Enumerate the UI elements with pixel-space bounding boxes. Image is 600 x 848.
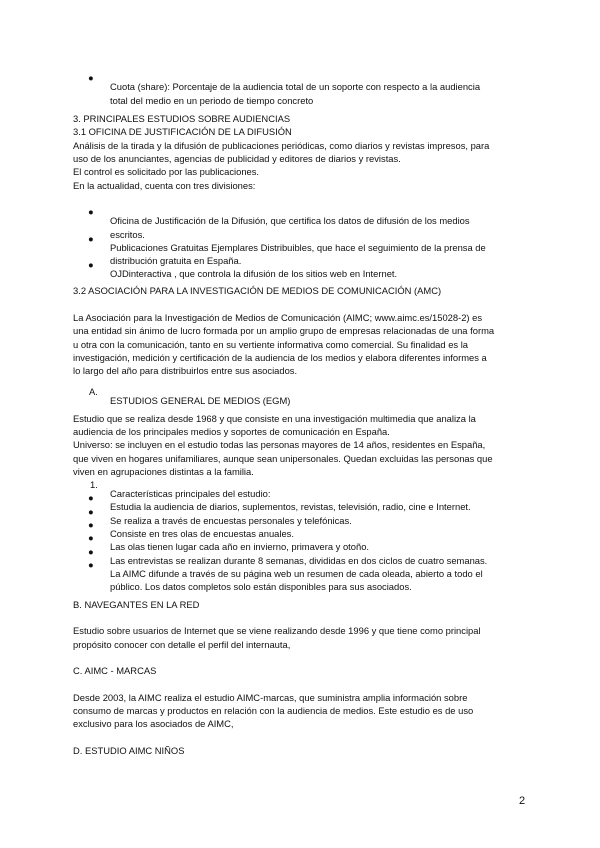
- subsection-heading: D. ESTUDIO AIMC NIÑOS: [73, 745, 185, 756]
- bullet-marker: ●: [88, 72, 94, 83]
- numbered-item: Características principales del estudio:: [110, 488, 271, 500]
- bullet-marker: ●: [88, 546, 94, 557]
- bullet-line: OJDinteractiva , que controla la difusión de los sitios web en Internet.: [110, 268, 398, 280]
- paragraph-line: Estudio que se realiza desde 1968 y que consiste en una investigación multimedia que analiza la: [73, 413, 476, 424]
- paragraph-line: una entidad sin ánimo de lucro formada por un amplio grupo de empresas relacionadas de una forma: [73, 325, 495, 336]
- paragraph-line: u otra con la comunicación, tanto en su vertiente informativa como comercial. Su finalidad es la: [73, 339, 468, 350]
- paragraph-line: exclusivo para los asociados de AIMC,: [73, 718, 234, 729]
- bullet-marker: ●: [88, 532, 94, 543]
- bullet-marker: ●: [88, 259, 94, 270]
- paragraph-line: viven en agrupaciones distintas a la familia.: [73, 466, 254, 477]
- bullet-marker: ●: [88, 506, 94, 517]
- subsection-heading: C. AIMC - MARCAS: [73, 665, 157, 676]
- paragraph-line: propósito conocer con detalle el perfil del internauta,: [73, 639, 291, 650]
- list-letter: A.: [89, 386, 98, 397]
- bullet-line: público. Los datos completos solo están disponibles para sus asociados.: [110, 581, 412, 593]
- bullet-line: Las entrevistas se realizan durante 8 semanas, divididas en dos ciclos de cuatro semanas.: [110, 555, 488, 567]
- bullet-marker: ●: [88, 559, 94, 570]
- bullet-line: Se realiza a través de encuestas personales y telefónicas.: [110, 515, 352, 527]
- subsection-heading: B. NAVEGANTES EN LA RED: [73, 599, 200, 610]
- bullet-line: Cuota (share): Porcentaje de la audiencia total de un soporte con respecto a la audiencia: [110, 81, 481, 93]
- paragraph-line: Estudio sobre usuarios de Internet que se viene realizando desde 1996 y que tiene como principal: [73, 625, 481, 636]
- paragraph-line: La Asociación para la Investigación de Medios de Comunicación (AIMC; www.aimc.es/15028-2) es: [73, 312, 483, 323]
- paragraph-line: El control es solicitado por las publicaciones.: [73, 166, 260, 177]
- bullet-line: La AIMC difunde a través de su página web un resumen de cada oleada, abierto a todo el: [110, 568, 483, 580]
- paragraph-line: Análisis de la tirada y la difusión de publicaciones periódicas, como diarios y revistas impresos, para: [73, 140, 490, 151]
- subsection-heading: ESTUDIOS GENERAL DE MEDIOS (EGM): [110, 395, 291, 407]
- bullet-line: escritos.: [110, 229, 145, 241]
- bullet-marker: ●: [88, 492, 94, 503]
- bullet-line: Consiste en tres olas de encuestas anuales.: [110, 528, 294, 540]
- page-number: 2: [519, 795, 526, 807]
- bullet-line: Oficina de Justificación de la Difusión, que certifica los datos de difusión de los medios: [110, 215, 470, 227]
- paragraph-line: Universo: se incluyen en el estudio todas las personas mayores de 14 años, residentes en España,: [73, 439, 486, 450]
- paragraph-line: investigación, medición y certificación de la audiencia de los medios y elabora diferentes informes a: [73, 352, 487, 363]
- paragraph-line: uso de los anunciantes, agencias de publicidad y editores de diarios y revistas.: [73, 153, 401, 164]
- bullet-marker: ●: [88, 519, 94, 530]
- bullet-line: distribución gratuita en España.: [110, 255, 242, 267]
- bullet-line: Publicaciones Gratuitas Ejemplares Distribuibles, que hace el seguimiento de la prensa de: [110, 242, 486, 254]
- bullet-line: total del medio en un periodo de tiempo concreto: [110, 95, 314, 107]
- bullet-marker: ●: [88, 233, 94, 244]
- bullet-marker: ●: [88, 206, 94, 217]
- paragraph-line: que viven en hogares unifamiliares, aunque sean unipersonales. Quedan excluidas las personas que: [73, 453, 493, 464]
- list-number: 1.: [90, 479, 98, 490]
- paragraph-line: En la actualidad, cuenta con tres divisiones:: [73, 180, 256, 191]
- paragraph-line: Desde 2003, la AIMC realiza el estudio AIMC-marcas, que suministra amplia información sobre: [73, 692, 468, 703]
- subsection-heading: 3.1 OFICINA DE JUSTIFICACIÓN DE LA DIFUSIÓN: [73, 126, 292, 137]
- section-heading: 3. PRINCIPALES ESTUDIOS SOBRE AUDIENCIAS: [73, 113, 291, 124]
- paragraph-line: consumo de marcas y productos en relación con la audiencia de medios. Este estudio es de uso: [73, 705, 474, 716]
- paragraph-line: audiencia de los principales medios y soportes de comunicación en España.: [73, 426, 390, 437]
- paragraph-line: lo largo del año para distribuirlos entre sus asociados.: [73, 365, 298, 376]
- subsection-heading: 3.2 ASOCIACIÓN PARA LA INVESTIGACIÓN DE MEDIOS DE COMUNICACIÓN (AMC): [73, 285, 442, 296]
- bullet-line: Las olas tienen lugar cada año en invierno, primavera y otoño.: [110, 541, 370, 553]
- bullet-line: Estudia la audiencia de diarios, suplementos, revistas, televisión, radio, cine e Internet.: [110, 501, 471, 513]
